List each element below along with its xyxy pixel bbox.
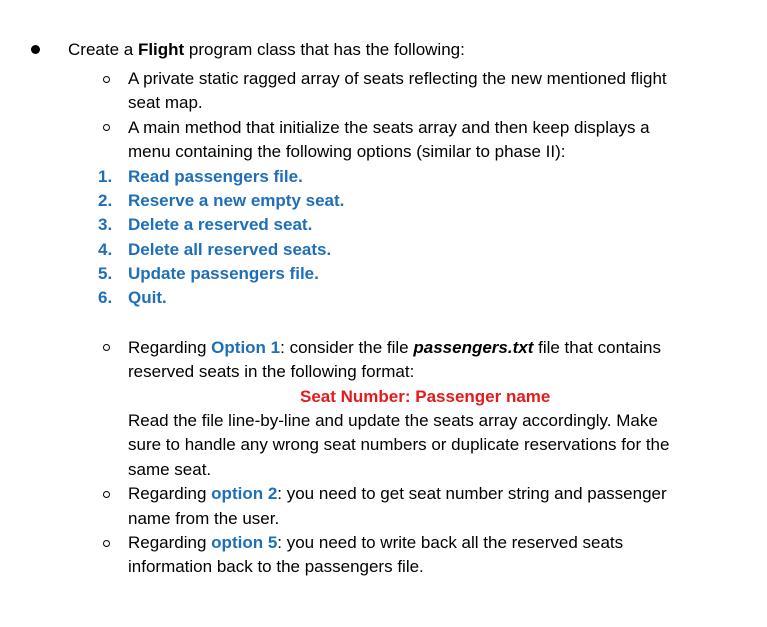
menu-item-number: 2.: [98, 191, 113, 210]
opt5-line1: [128, 531, 623, 555]
opt5-option: option 5: [211, 533, 278, 552]
menu-item-label: Update passengers file.: [128, 264, 319, 283]
intro-suffix: program class that has the following:: [184, 40, 465, 59]
sub2-line1: A main method that initialize the seats array and then keep displays a: [128, 118, 650, 137]
opt5-pre: Regarding: [128, 533, 212, 552]
menu-item-label: Reserve a new empty seat.: [128, 191, 345, 210]
opt5-post: : you need to write back all the reserved seats: [277, 533, 624, 552]
opt1-line4: sure to handle any wrong seat numbers or duplicate reservations for the: [128, 435, 670, 454]
menu-item-label: Delete a reserved seat.: [128, 215, 313, 234]
circle-bullet-icon: [103, 491, 110, 498]
opt1-line3: Read the file line-by-line and update the seats array accordingly. Make: [128, 411, 658, 430]
circle-bullet-icon: [103, 540, 110, 547]
opt5-line2: information back to the passengers file.: [128, 557, 424, 576]
sub1-line2: seat map.: [128, 93, 203, 112]
opt1-filename: passengers.txt: [413, 338, 534, 357]
bullet-dot-icon: [31, 45, 40, 54]
opt1-line5: same seat.: [128, 460, 212, 479]
opt1-option: Option 1: [211, 338, 281, 357]
opt2-pre: Regarding: [128, 484, 212, 503]
opt1-line2: reserved seats in the following format:: [128, 362, 415, 381]
menu-item-number: 3.: [98, 215, 113, 234]
opt1-post: file that contains: [533, 338, 661, 357]
opt1-format: Seat Number: Passenger name: [300, 387, 551, 406]
opt2-line1: [128, 482, 667, 506]
sub1-line1: A private static ragged array of seats reflecting the new mentioned flight: [128, 69, 667, 88]
intro-line: [68, 38, 465, 62]
menu-item-label: Delete all reserved seats.: [128, 240, 332, 259]
circle-bullet-icon: [103, 344, 110, 351]
opt1-pre: Regarding: [128, 338, 212, 357]
opt2-line2: name from the user.: [128, 509, 280, 528]
opt2-option: option 2: [211, 484, 278, 503]
sub2-line2: menu containing the following options (similar to phase II):: [128, 142, 566, 161]
circle-bullet-icon: [103, 76, 110, 83]
circle-bullet-icon: [103, 124, 110, 131]
menu-item-number: 4.: [98, 240, 113, 259]
menu-item-number: 6.: [98, 288, 113, 307]
menu-item-number: 1.: [98, 167, 113, 186]
opt1-line1: [128, 336, 661, 360]
opt2-post: : you need to get seat number string and passenger: [277, 484, 667, 503]
opt1-mid: : consider the file: [280, 338, 414, 357]
intro-prefix: Create a: [68, 40, 138, 59]
menu-item-label: Read passengers file.: [128, 167, 303, 186]
menu-item-number: 5.: [98, 264, 113, 283]
menu-item-label: Quit.: [128, 288, 167, 307]
intro-class-name: Flight: [137, 40, 185, 59]
